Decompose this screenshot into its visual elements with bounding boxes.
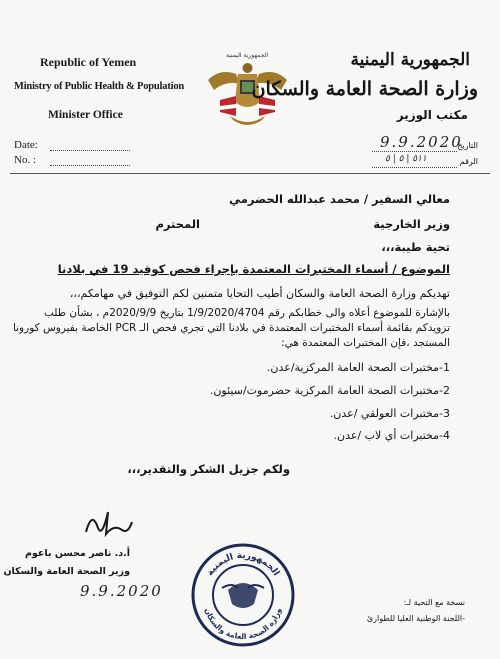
date-field-line (50, 150, 130, 151)
body-line-3: المستجد ،فإن المختبرات المعتمدة هي: (281, 337, 450, 349)
body-line-1: بالإشارة للموضوع أعلاه والى خطابكم رقم 1/9/2020/4704 بتاريخ 2020/9/9م ، بشأن طلب (43, 307, 450, 319)
lab-item-3: 3-مختبرات العولقي /عدن. (329, 407, 450, 420)
emblem-caption: الجمهورية اليمنية (225, 52, 269, 59)
greeting: تحية طيبة،،، (381, 240, 450, 254)
ar-date-value: 9.9.2020 (380, 133, 463, 151)
en-office-name: Minister Office (48, 109, 123, 121)
lab-item-2: 2-مختبرات الصحة العامة المركزية حضرموت/سيئون. (209, 384, 450, 397)
ar-date-label: التاريخ (457, 141, 478, 150)
signatory-title: وزير الصحة العامة والسكان (3, 566, 130, 577)
ar-ref-label: الرقم (459, 157, 478, 166)
addressee-title: وزير الخارجية (373, 217, 450, 231)
honorific: المحترم (155, 217, 200, 231)
ar-date-line (372, 151, 457, 152)
official-stamp-icon (188, 540, 298, 650)
lab-item-1: 1-مختبرات الصحة العامة المركزية/عدن. (266, 361, 450, 374)
signature-date: 9.9.2020 (80, 582, 163, 600)
subject-line: الموضوع / أسماء المختبرات المعتمدة بإجراء فحص كوفيد 19 في بلادنا (57, 262, 450, 276)
ar-ref-value: ٥١١ | ٥ | ٥ (385, 154, 427, 164)
body-line-2: تزويدكم بقائمة أسماء المختبرات المعتمدة في بلادنا التي تجري فحص الـ PCR الخاصة بفيروس كورونا (12, 322, 450, 334)
en-ministry-name: Ministry of Public Health & Population (14, 81, 185, 92)
handwritten-signature (78, 500, 138, 545)
ar-country-name: الجمهورية اليمنية (350, 50, 470, 70)
number-field-line (50, 165, 130, 166)
stamp-outer-text: الجمهورية اليمنية (205, 550, 281, 578)
signatory-name: أ.د. ناصر محسن باعوم (25, 548, 130, 559)
addressee-name: معالي السفير / محمد عبدالله الحضرمي (229, 192, 450, 206)
copy-label: نسخة مع التحية لـ: (403, 598, 465, 607)
ar-ministry-name: وزارة الصحة العامة والسكان (251, 78, 478, 100)
copy-recipient: -اللجنة الوطنية العليا للطوارئ (366, 614, 465, 623)
en-country-name: Republic of Yemen (40, 55, 137, 69)
closing-line: ولكم جزيل الشكر والتقدير،،، (127, 462, 290, 476)
ar-office-name: مكتب الوزير (396, 108, 468, 122)
ar-ref-line (372, 167, 457, 168)
header-divider (10, 173, 490, 174)
number-label: No. : (14, 154, 36, 166)
stamp-inner-text: وزارة الصحة العامة والسكان (203, 606, 283, 642)
intro-line: تهديكم وزارة الصحة العامة والسكان أطيب التحايا متمنين لكم التوفيق في مهامكم،،، (69, 287, 450, 300)
date-label: Date: (14, 139, 38, 151)
lab-item-4: 4-مختبرات أي لاب /عدن. (333, 429, 450, 442)
